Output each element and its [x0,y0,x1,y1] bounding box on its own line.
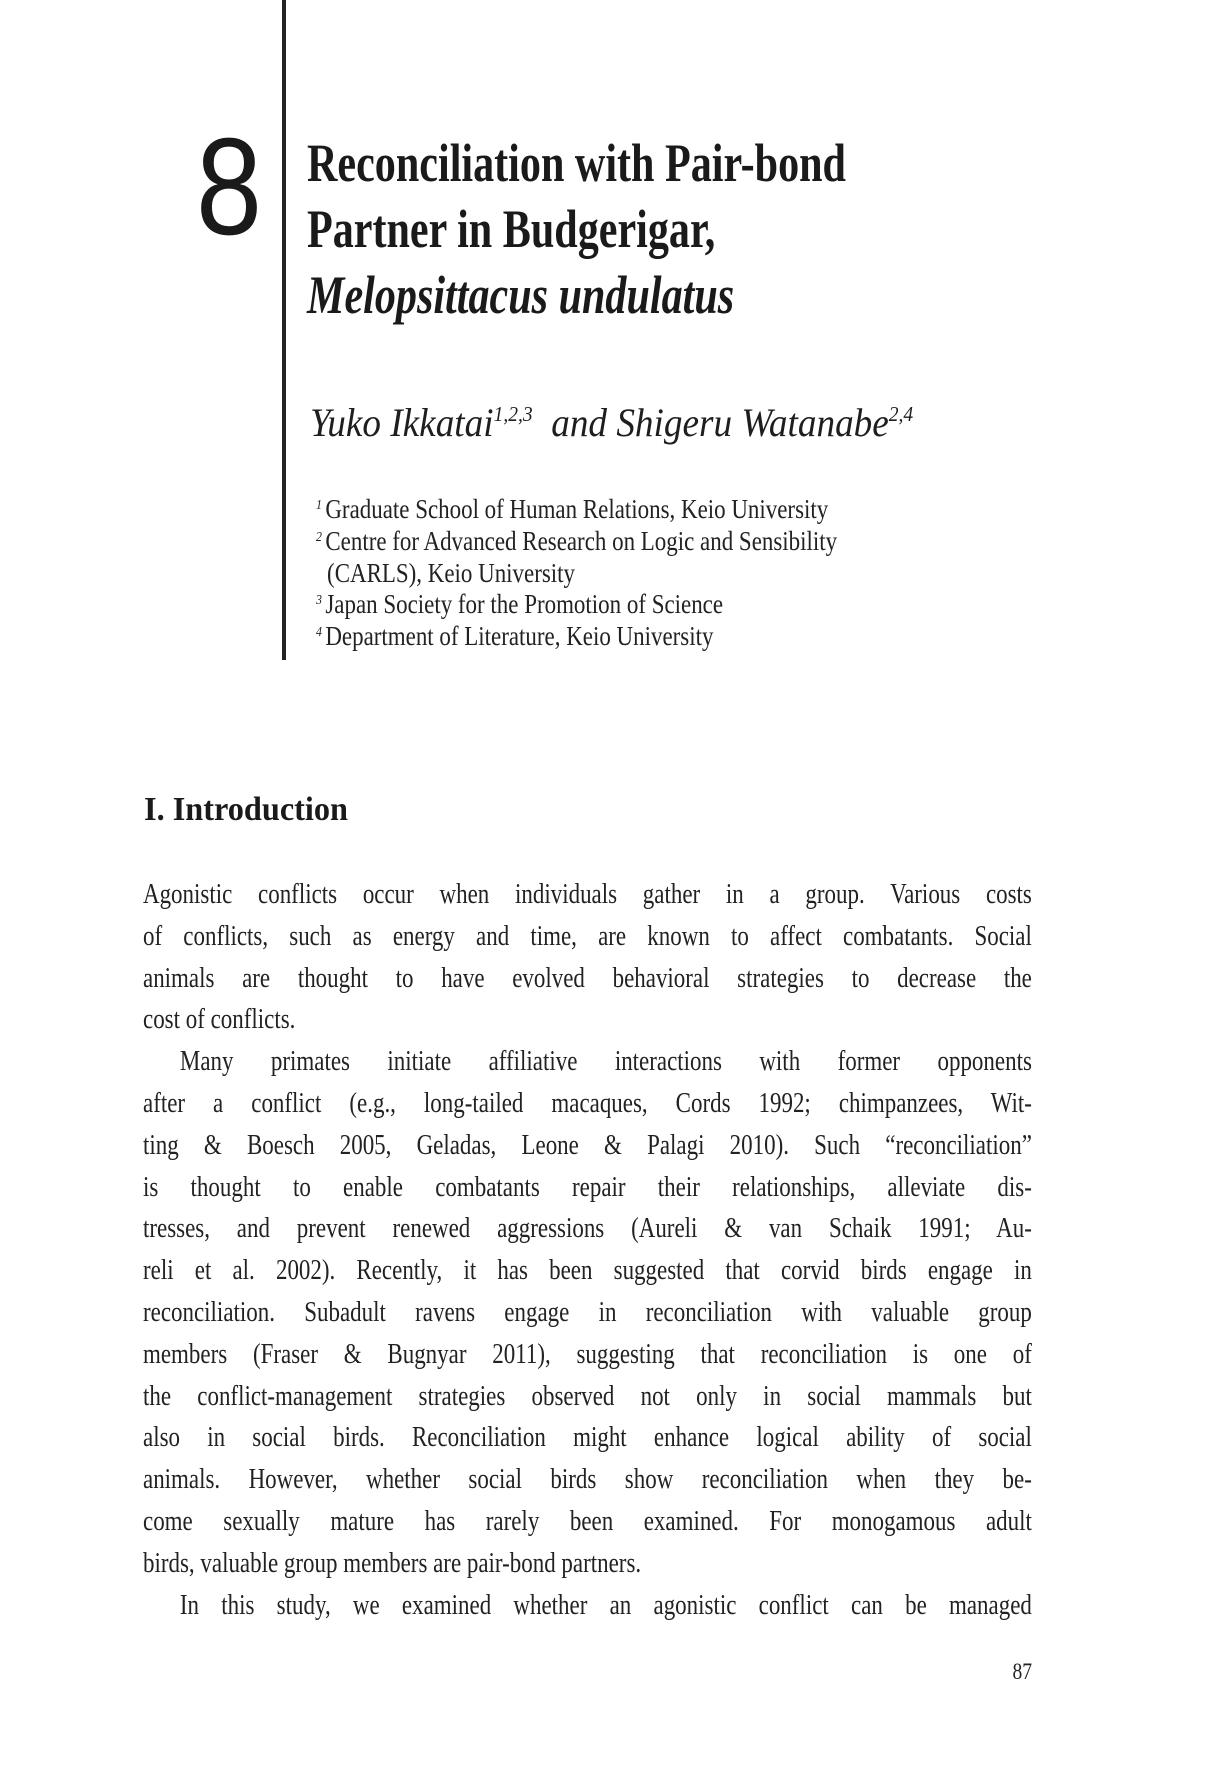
text-line: In this study, we examined whether an agonistic conflict can be managed [179,1589,1032,1621]
chapter-number: 8 [196,110,263,264]
text-line: cost of conflicts. [143,1004,296,1036]
chapter-title [307,130,1009,328]
text-line: birds, valuable group members are pair-bond partners. [143,1547,642,1579]
text-line: tresses, and prevent renewed aggressions (Aureli & van Schaik 1991; Au- [143,1213,1032,1245]
title-line-species: Melopsittacus undulatus [307,265,735,325]
text-line: come sexually mature has rarely been examined. For monogamous adult [143,1505,1032,1537]
text-line: members (Fraser & Bugnyar 2011), suggesting that reconciliation is one of [143,1338,1032,1370]
affiliation-text: Graduate School of Human Relations, Keio University [325,494,829,524]
author-line [310,398,913,448]
text-line: the conflict-management strategies observed not only in social mammals but [143,1380,1032,1412]
affiliation-4 [316,621,837,653]
affiliation-2 [316,526,837,558]
body-text [143,874,1032,1626]
author-1-affil-marks: 1,2,3 [493,402,533,426]
text-line: Agonistic conflicts occur when individuals gather in a group. Various costs [143,879,1032,910]
text-line: animals. However, whether social birds show reconciliation when they be- [143,1464,1032,1496]
text-line: reconciliation. Subadult ravens engage in reconciliation with valuable group [143,1296,1032,1328]
affiliation-text: (CARLS), Keio University [327,557,576,588]
title-line-2: Partner in Budgerigar, [307,199,716,259]
author-2-affil-marks: 2,4 [888,402,914,426]
affiliation-text: Department of Literature, Keio University [325,621,714,652]
affiliations-list [316,494,837,653]
affiliation-3 [316,589,837,621]
author-1-name: Yuko Ikkatai [310,400,494,445]
affiliation-2-continued [316,558,837,590]
text-line: is thought to enable combatants repair their relationships, alleviate dis- [143,1171,1032,1203]
text-line: reli et al. 2002). Recently, it has been suggested that corvid birds engage in [143,1255,1032,1287]
text-line: after a conflict (e.g., long-tailed macaques, Cords 1992; chimpanzees, Wit- [143,1087,1032,1119]
affiliation-text: Centre for Advanced Research on Logic and Sensibility [325,525,838,556]
affiliation-mark: 2 [316,529,322,545]
affiliation-1 [316,494,837,526]
affiliation-mark: 3 [316,593,322,609]
affiliation-mark: 4 [316,625,322,641]
text-line: also in social birds. Reconciliation might enhance logical ability of social [143,1422,1032,1454]
author-2-name: Shigeru Watanabe [616,400,889,445]
section-heading: I. Introduction [144,791,349,828]
affiliation-mark: 1 [316,498,322,513]
chapter-vertical-rule [282,0,286,660]
title-line-1: Reconciliation with Pair-bond [307,133,846,193]
text-line: animals are thought to have evolved behavioral strategies to decrease the [143,962,1032,994]
text-line: ting & Boesch 2005, Geladas, Leone & Palagi 2010). Such “reconciliation” [143,1129,1032,1161]
affiliation-text: Japan Society for the Promotion of Science [325,589,724,620]
author-conjunction: and [551,400,608,445]
text-line: of conflicts, such as energy and time, are known to affect combatants. Social [143,920,1032,952]
text-line: Many primates initiate affiliative interactions with former opponents [179,1046,1032,1078]
page-number: 87 [1012,1659,1032,1684]
